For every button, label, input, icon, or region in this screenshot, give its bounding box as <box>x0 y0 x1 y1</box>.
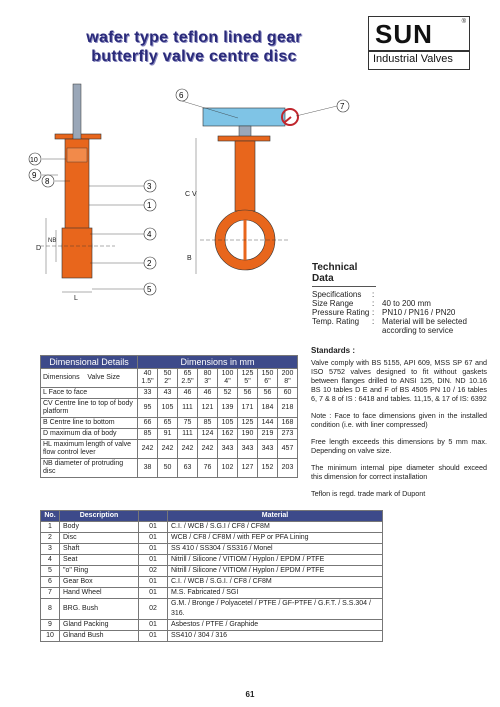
dim-b-label: B <box>187 255 192 262</box>
techdata-sep: : <box>372 317 375 326</box>
dimension-value: 144 <box>258 418 278 429</box>
callout-6-label: 6 <box>179 91 184 100</box>
standards-paragraph: Valve comply with BS 5155, API 609, MSS SP 67 and ISO 5752 valves designed to fit without gaskets between flanges drilled to ANSI 125, DIN. ND 10.16 BS 10 tables D E and F of BS 4505 PN 10 / 16 tables 6, 7 & 8 of IS : 6418 and tables. 11,15, & 17 of IS: 6392 <box>311 358 487 403</box>
size-label <box>41 369 138 388</box>
techdata-value: Material will be selected according to service <box>382 317 467 335</box>
dim-nb-label: NB <box>48 238 57 244</box>
techdata-row <box>312 290 492 299</box>
dimension-value: 162 <box>218 429 238 440</box>
material-spec: M.S. Fabricated / SGI <box>168 588 383 599</box>
material-spec: SS 410 / SS304 / SS316 / Monel <box>168 544 383 555</box>
materials-table <box>40 510 383 642</box>
dimension-value: 50 <box>158 459 178 478</box>
materials-row <box>41 577 383 588</box>
dimension-value: 65 <box>158 418 178 429</box>
standards-note: Note : Face to face dimensions given in the installed condition (i.e. with liner compressed) <box>311 411 487 429</box>
materials-row <box>41 544 383 555</box>
materials-row <box>41 555 383 566</box>
dimension-value: 75 <box>178 418 198 429</box>
standards-section <box>311 346 487 506</box>
leader-7 <box>296 106 337 116</box>
callout-9-label: 9 <box>32 171 37 180</box>
material-description: Disc <box>60 533 139 544</box>
size-cell: 200 8" <box>278 369 298 388</box>
techdata-sep: : <box>372 308 375 317</box>
dimension-value: 343 <box>238 440 258 459</box>
material-qty: 02 <box>139 566 168 577</box>
dimension-value: 56 <box>238 388 258 399</box>
dimension-value: 102 <box>218 459 238 478</box>
dimensions-header-row <box>41 356 298 369</box>
dimension-label: HL maximum length of valve flow control lever <box>41 440 138 459</box>
materials-row <box>41 620 383 631</box>
callout-4-label: 4 <box>147 230 152 239</box>
technical-data-heading: Technical Data <box>312 262 376 287</box>
technical-data <box>312 262 492 335</box>
dimension-value: 121 <box>198 399 218 418</box>
dimension-value: 139 <box>218 399 238 418</box>
dim-cv-label: C V <box>185 191 197 198</box>
dimension-value: 168 <box>278 418 298 429</box>
techdata-row <box>312 317 492 335</box>
dimension-value: 105 <box>218 418 238 429</box>
dimension-value: 242 <box>198 440 218 459</box>
dimension-value: 457 <box>278 440 298 459</box>
dimension-row-d <box>41 429 298 440</box>
material-qty: 01 <box>139 533 168 544</box>
materials-row <box>41 631 383 642</box>
material-spec: SS410 / 304 / 316 <box>168 631 383 642</box>
dimension-value: 85 <box>198 418 218 429</box>
dimension-value: 203 <box>278 459 298 478</box>
material-spec: G.M. / Bronge / Polyacetel / PTFE / GF-PTFE / G.F.T. / S.S.304 / 316. <box>168 599 383 620</box>
size-cell: 65 2.5" <box>178 369 198 388</box>
material-description: Seat <box>60 555 139 566</box>
side-body <box>62 228 92 278</box>
dimension-value: 152 <box>258 459 278 478</box>
gearbox <box>203 108 285 126</box>
techdata-key: Pressure Rating <box>312 308 370 317</box>
material-qty: 01 <box>139 620 168 631</box>
dimension-row-l <box>41 388 298 399</box>
material-spec: WCB / CF8 / CF8M / with FEP or PFA Lining <box>168 533 383 544</box>
dimension-value: 95 <box>138 399 158 418</box>
dimension-value: 242 <box>178 440 198 459</box>
page-number: 61 <box>245 690 255 699</box>
material-description: Hand Wheel <box>60 588 139 599</box>
dimension-value: 171 <box>238 399 258 418</box>
material-spec: Nitrill / Silicone / VITIOM / Hyplon / EPDM / PTFE <box>168 566 383 577</box>
material-spec: C.I. / WCB / S.G.I / CF8 / CF8M <box>168 522 383 533</box>
materials-header-material: Material <box>168 511 383 522</box>
front-view <box>185 108 298 274</box>
standards-heading: Standards : <box>311 346 356 355</box>
dimension-label: NB diameter of protruding disc <box>41 459 138 478</box>
dimension-value: 343 <box>258 440 278 459</box>
dimension-value: 52 <box>218 388 238 399</box>
dimension-value: 85 <box>138 429 158 440</box>
dimension-row-nb <box>41 459 298 478</box>
material-no: 9 <box>41 620 60 631</box>
dimension-value: 125 <box>238 418 258 429</box>
standards-min-diameter: The minimum internal pipe diameter should exceed this dimension for correct installation <box>311 463 487 481</box>
material-no: 5 <box>41 566 60 577</box>
dimensions-header-left: Dimensional Details <box>41 356 138 369</box>
size-label-b: Valve Size <box>87 374 120 381</box>
material-qty: 02 <box>139 599 168 620</box>
techdata-sep: : <box>372 299 375 308</box>
dimension-row-b <box>41 418 298 429</box>
dimension-value: 76 <box>198 459 218 478</box>
dimension-value: 33 <box>138 388 158 399</box>
dimension-value: 43 <box>158 388 178 399</box>
material-description: Shaft <box>60 544 139 555</box>
material-no: 2 <box>41 533 60 544</box>
material-spec: C.I. / WCB / S.G.I. / CF8 / CF8M <box>168 577 383 588</box>
dimension-value: 219 <box>258 429 278 440</box>
material-no: 10 <box>41 631 60 642</box>
materials-header-row <box>41 511 383 522</box>
material-no: 7 <box>41 588 60 599</box>
callout-10-label: 10 <box>30 157 38 164</box>
material-description: Gear Box <box>60 577 139 588</box>
size-cell: 50 2" <box>158 369 178 388</box>
handwheel-spoke <box>285 117 291 122</box>
materials-header-description: Description <box>60 511 139 522</box>
dimension-value: 242 <box>158 440 178 459</box>
material-spec: Asbestos / PTFE / Graphide <box>168 620 383 631</box>
material-description: "o" Ring <box>60 566 139 577</box>
logo-reg-mark: ® <box>461 19 466 25</box>
dimension-value: 343 <box>218 440 238 459</box>
techdata-key: Temp. Rating <box>312 317 360 326</box>
dimension-value: 91 <box>158 429 178 440</box>
callout-2-label: 2 <box>147 259 152 268</box>
callout-8-label: 8 <box>45 177 50 186</box>
side-gland <box>67 148 87 162</box>
logo-divider <box>369 50 469 52</box>
material-description: Body <box>60 522 139 533</box>
dim-l-label: L <box>74 295 78 302</box>
dimension-label: L Face to face <box>41 388 138 399</box>
dimension-value: 218 <box>278 399 298 418</box>
materials-header-qty <box>139 511 168 522</box>
material-no: 1 <box>41 522 60 533</box>
materials-row <box>41 533 383 544</box>
front-neck <box>235 141 255 211</box>
dim-d-label: D <box>36 245 42 252</box>
materials-row <box>41 599 383 620</box>
material-no: 4 <box>41 555 60 566</box>
title-line-2: butterfly valve centre disc <box>91 48 297 65</box>
dimension-value: 105 <box>158 399 178 418</box>
techdata-key: Specifications <box>312 290 362 299</box>
material-qty: 01 <box>139 631 168 642</box>
dimensions-size-row <box>41 369 298 388</box>
techdata-row <box>312 308 492 317</box>
side-view <box>36 84 115 302</box>
materials-header-no: No. <box>41 511 60 522</box>
techdata-value: PN10 / PN16 / PN20 <box>382 308 456 317</box>
dimensions-table <box>40 355 298 478</box>
dimension-value: 184 <box>258 399 278 418</box>
dimension-value: 46 <box>198 388 218 399</box>
material-description: BRG. Bush <box>60 599 139 620</box>
title-line-1: wafer type teflon lined gear <box>86 29 302 46</box>
techdata-value: 40 to 200 mm <box>382 299 431 308</box>
size-cell: 125 5" <box>238 369 258 388</box>
dimension-value: 127 <box>238 459 258 478</box>
dimension-value: 60 <box>278 388 298 399</box>
techdata-row <box>312 299 492 308</box>
material-spec: Nitrill / Silicone / VITIOM / Hyplon / EPDM / PTFE <box>168 555 383 566</box>
material-qty: 01 <box>139 588 168 599</box>
dimension-value: 242 <box>138 440 158 459</box>
dimension-row-hl <box>41 440 298 459</box>
callout-1-label: 1 <box>147 201 152 210</box>
techdata-value <box>382 290 492 299</box>
materials-row <box>41 522 383 533</box>
techdata-sep: : <box>372 290 375 299</box>
dimension-value: 56 <box>258 388 278 399</box>
material-qty: 01 <box>139 577 168 588</box>
sun-logo <box>368 16 470 70</box>
materials-row <box>41 566 383 577</box>
techdata-key: Size Range <box>312 299 354 308</box>
dimension-value: 273 <box>278 429 298 440</box>
dimension-value: 124 <box>198 429 218 440</box>
size-cell: 150 6" <box>258 369 278 388</box>
logo-subtitle: Industrial Valves <box>373 53 453 65</box>
dimension-label: B Centre line to bottom <box>41 418 138 429</box>
dimensions-header-right: Dimensions in mm <box>138 356 298 369</box>
standards-trademark: Teflon is regd. trade mark of Dupont <box>311 489 426 498</box>
materials-row <box>41 588 383 599</box>
page-title <box>44 28 344 66</box>
material-qty: 01 <box>139 555 168 566</box>
front-top-plate <box>218 136 270 141</box>
material-qty: 01 <box>139 544 168 555</box>
size-cell: 40 1.5" <box>138 369 158 388</box>
dimension-value: 190 <box>238 429 258 440</box>
dimension-value: 38 <box>138 459 158 478</box>
material-no: 8 <box>41 599 60 620</box>
dimension-value: 66 <box>138 418 158 429</box>
size-cell: 80 3" <box>198 369 218 388</box>
material-description: Glnand Bush <box>60 631 139 642</box>
size-cell: 100 4" <box>218 369 238 388</box>
material-no: 3 <box>41 544 60 555</box>
material-qty: 01 <box>139 522 168 533</box>
dimension-value: 111 <box>178 429 198 440</box>
dimension-row-cv <box>41 399 298 418</box>
dimension-value: 111 <box>178 399 198 418</box>
logo-word: SUN <box>375 19 433 49</box>
material-no: 6 <box>41 577 60 588</box>
material-description: Gland Packing <box>60 620 139 631</box>
dimension-value: 46 <box>178 388 198 399</box>
callout-5-label: 5 <box>147 285 152 294</box>
size-label-a: Dimensions <box>43 374 80 381</box>
dimension-label: CV Centre line to top of body platform <box>41 399 138 418</box>
dimension-value: 63 <box>178 459 198 478</box>
callout-3-label: 3 <box>147 182 152 191</box>
dimension-label: D maximum dia of body <box>41 429 138 440</box>
callout-7-label: 7 <box>340 102 345 111</box>
standards-free-length: Free length exceeds this dimensions by 5 mm max. Depending on valve size. <box>311 437 487 455</box>
